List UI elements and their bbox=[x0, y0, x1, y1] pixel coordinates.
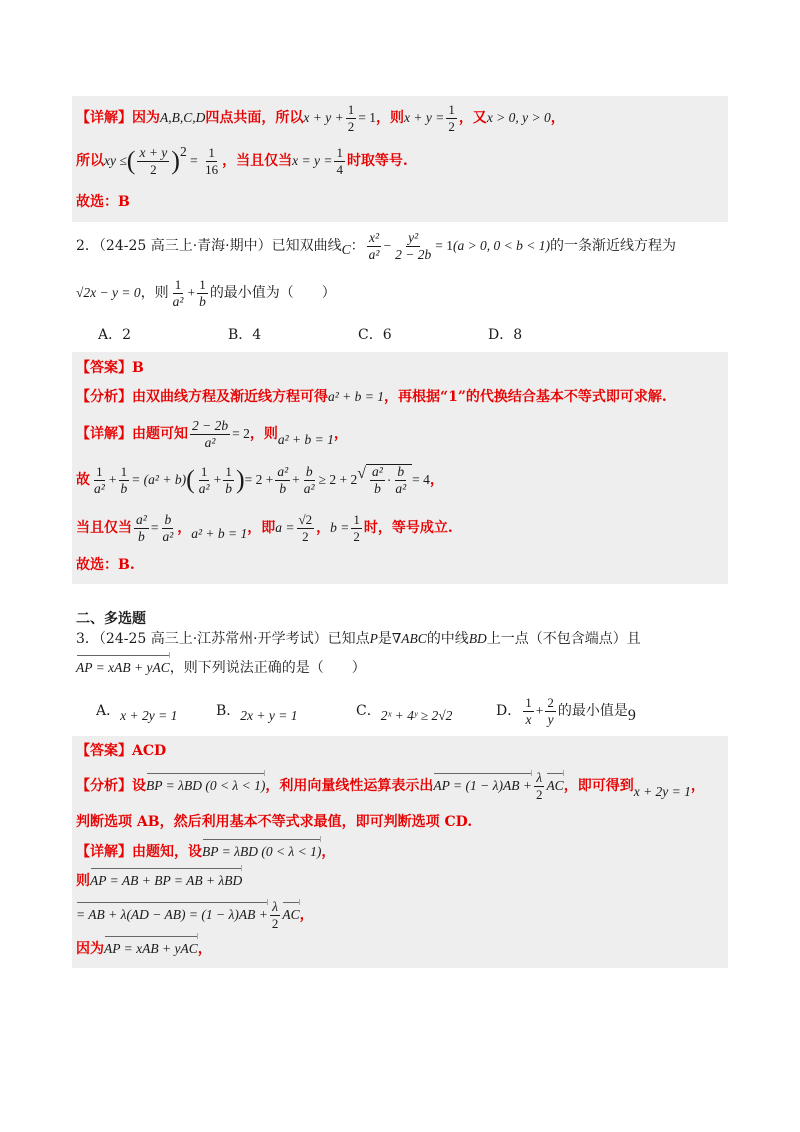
choice-text: 故选：B bbox=[76, 194, 130, 210]
solution-block-1: 【详解】 因为 A,B,C,D 四点共面，所以 x + y + $\frac{1}{2}$ = 1 ，则 x + y = $\frac{1}{2}$ ，又 x > 0, y > 0 ， 所以 xy ≤ ( $\frac{x + y}{2}$ ) 2 = $\frac{1}{16}$ ，当且仅当 x = y = $\frac{1}{4}$ 时取等号. 故选：B bbox=[72, 96, 728, 222]
fraction: $\frac{\lambda}{2}$ bbox=[535, 769, 543, 802]
solution-block-2: 【答案】B 【分析】 由双曲线方程及渐近线方程可得 a² + b = 1 ，再根据“1”的代换结合基本不等式即可求解. 【详解】 由题可知 $\frac{2 - 2b}{\text{a²}}$ = 2 ，则 a² + b = 1 ， 故 $\frac{1}{\text{a²}}$ + $\frac{1}{b}$ = (a² + b) ( $\frac{1}{\text{a²}}$ + $\frac{1}{b}$ ) = 2 + $\frac{\text{a²}}{b}$ + $\frac{b}{\text{a²}}$ ≥ 2 + 2 √ $\frac{\text{a²}}{b}$ · $\frac{b}{\text{a²}}$ = 4 ， 当且仅当 $\frac{\text{a²}}{b}$ = $\frac{b}{\text{a²}}$ ， a² + b = 1 ，即 a = $\frac{√2}{2}$ ， b = $\frac{1}{2}$ 时，等号成立. 故选：B. bbox=[72, 352, 728, 584]
choice-text: 故选：B. bbox=[76, 557, 135, 573]
fraction: $\frac{1}{b}$ bbox=[120, 463, 128, 496]
option-b[interactable]: B． 2x + y = 1 bbox=[216, 703, 298, 723]
fraction: $\frac{\text{a²}}{b}$ bbox=[136, 511, 147, 544]
fraction: $\frac{1}{16}$ bbox=[205, 144, 219, 177]
option-a[interactable]: A． x + 2y = 1 bbox=[96, 703, 178, 723]
fraction: $\frac{1}{2}$ bbox=[347, 101, 355, 134]
answer-tag: 【答案】ACD bbox=[76, 743, 167, 759]
fraction: $\frac{b}{\text{a²}}$ bbox=[303, 463, 315, 496]
document-page bbox=[72, 96, 728, 968]
answer-tag: 【答案】B bbox=[76, 360, 144, 376]
detail-tag: 【详解】 bbox=[76, 110, 132, 126]
fraction: $\frac{b}{\text{a²}}$ bbox=[162, 511, 174, 544]
fraction: $\frac{1}{\text{a²}}$ bbox=[198, 463, 210, 496]
fraction: $\frac{1}{b}$ bbox=[199, 276, 206, 309]
fraction: $\frac{1}{\text{a²}}$ bbox=[172, 276, 184, 309]
option-a[interactable]: A．2 bbox=[98, 327, 132, 343]
option-d[interactable]: D． $\frac{1}{x}$ + $\frac{2}{y}$ 的最小值是 9 bbox=[496, 694, 636, 727]
question-3: 3．（24-25 高三上·江苏常州·开学考试）已知点 P 是 ∇ABC 的中线 BD 上一点（不包含端点）且 AP = xAB + yAC ，则下列说法正确的是（ ） A． x + 2y = 1 B． 2x + y = 1 C． 2ˣ + 4ʸ ≥ 2√2 D． $\frac{1}{x}$ + $\frac{2}{y}$ 的最小值是 9 bbox=[72, 628, 728, 736]
option-c[interactable]: C．6 bbox=[358, 327, 392, 343]
fraction: $\frac{\text{x²}}{\text{a²}}$ bbox=[368, 229, 380, 262]
fraction: $\frac{\lambda}{2}$ bbox=[271, 898, 279, 931]
option-c[interactable]: C． 2ˣ + 4ʸ ≥ 2√2 bbox=[356, 703, 453, 723]
fraction: $\frac{√2}{2}$ bbox=[298, 511, 313, 544]
fraction: $\frac{\text{y²}}{2 - 2b}$ bbox=[395, 229, 432, 262]
option-b[interactable]: B．4 bbox=[228, 327, 262, 343]
option-d[interactable]: D．8 bbox=[488, 327, 523, 343]
options-row bbox=[96, 686, 728, 736]
fraction: $\frac{1}{4}$ bbox=[336, 144, 343, 177]
sqrt: √ $\frac{\text{a²}}{b}$ · $\frac{b}{\text{a²}}$ bbox=[357, 464, 412, 496]
fraction: $\frac{1}{2}$ bbox=[353, 511, 360, 544]
fraction: $\frac{2 - 2b}{\text{a²}}$ bbox=[192, 417, 229, 450]
fraction: $\frac{x + y}{2}$ bbox=[139, 144, 168, 177]
question-2: 2．（24-25 高三上·青海·期中）已知双曲线 C ： $\frac{\text{x²}}{\text{a²}}$ − $\frac{\text{y²}}{2 - 2b}$ = 1 (a > 0, 0 < b < 1) 的一条渐近线方程为 √2x − y = 0 ，则 $\frac{1}{\text{a²}}$ + $\frac{1}{b}$ 的最小值为（ ） A．2 B．4 C．6 D．8 bbox=[72, 222, 728, 344]
fraction: $\frac{1}{\text{a²}}$ bbox=[94, 463, 105, 496]
section-title: 二、多选题 bbox=[76, 611, 146, 627]
fraction: $\frac{\text{a²}}{b}$ bbox=[277, 463, 289, 496]
solution-block-3: 【答案】ACD 【分析】 设 BP = λBD (0 < λ < 1) ，利用向量线性运算表示出 AP = (1 − λ)AB + $\frac{\lambda}{2}$ AC ，即可得到 x + 2y = 1 ， 判断选项 AB，然后利用基本不等式求最值，即可判断选项 CD. 【详解】 由题知，设 BP = λBD (0 < λ < 1) ， 则 AP = AB + BP = AB + λBD = AB + λ(AD − AB) = (1 − λ)AB + $\frac{\lambda}{2}$ AC ， 因为 AP = xAB + yAC ， bbox=[72, 736, 728, 968]
options-row bbox=[98, 324, 728, 344]
fraction: $\frac{1}{b}$ bbox=[225, 463, 232, 496]
fraction: $\frac{1}{2}$ bbox=[448, 101, 455, 134]
